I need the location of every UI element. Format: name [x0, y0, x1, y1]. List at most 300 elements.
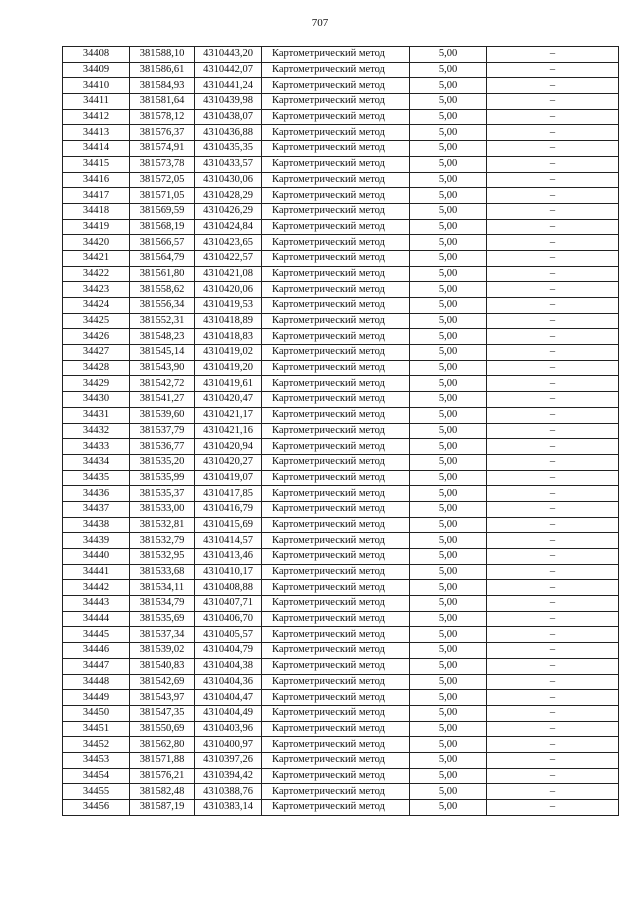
description-cell: – — [487, 721, 619, 737]
point-number-cell: 34434 — [63, 454, 130, 470]
accuracy-cell: 5,00 — [410, 721, 487, 737]
y-coordinate-cell: 4310406,70 — [195, 611, 262, 627]
accuracy-cell: 5,00 — [410, 501, 487, 517]
table-row — [63, 486, 619, 502]
x-coordinate-cell: 381532,79 — [130, 533, 195, 549]
y-coordinate-cell: 4310423,65 — [195, 235, 262, 251]
x-coordinate-cell: 381584,93 — [130, 78, 195, 94]
accuracy-cell: 5,00 — [410, 219, 487, 235]
accuracy-cell: 5,00 — [410, 690, 487, 706]
accuracy-cell: 5,00 — [410, 376, 487, 392]
x-coordinate-cell: 381537,79 — [130, 423, 195, 439]
point-number-cell: 34431 — [63, 407, 130, 423]
x-coordinate-cell: 381540,83 — [130, 658, 195, 674]
y-coordinate-cell: 4310419,61 — [195, 376, 262, 392]
method-cell: Картометрический метод — [262, 172, 410, 188]
method-cell: Картометрический метод — [262, 313, 410, 329]
method-cell: Картометрический метод — [262, 486, 410, 502]
description-cell: – — [487, 407, 619, 423]
page-number: 707 — [311, 17, 329, 29]
method-cell: Картометрический метод — [262, 141, 410, 157]
x-coordinate-cell: 381535,20 — [130, 454, 195, 470]
x-coordinate-cell: 381543,90 — [130, 360, 195, 376]
x-coordinate-cell: 381586,61 — [130, 62, 195, 78]
method-cell: Картометрический метод — [262, 125, 410, 141]
table-row — [63, 470, 619, 486]
table-row — [63, 266, 619, 282]
description-cell: – — [487, 109, 619, 125]
accuracy-cell: 5,00 — [410, 737, 487, 753]
point-number-cell: 34432 — [63, 423, 130, 439]
method-cell: Картометрический метод — [262, 219, 410, 235]
y-coordinate-cell: 4310403,96 — [195, 721, 262, 737]
point-number-cell: 34435 — [63, 470, 130, 486]
point-number-cell: 34411 — [63, 94, 130, 110]
accuracy-cell: 5,00 — [410, 266, 487, 282]
description-cell: – — [487, 282, 619, 298]
y-coordinate-cell: 4310438,07 — [195, 109, 262, 125]
point-number-cell: 34415 — [63, 156, 130, 172]
y-coordinate-cell: 4310430,06 — [195, 172, 262, 188]
point-number-cell: 34412 — [63, 109, 130, 125]
method-cell: Картометрический метод — [262, 768, 410, 784]
y-coordinate-cell: 4310422,57 — [195, 250, 262, 266]
accuracy-cell: 5,00 — [410, 313, 487, 329]
method-cell: Картометрический метод — [262, 470, 410, 486]
accuracy-cell: 5,00 — [410, 250, 487, 266]
description-cell: – — [487, 737, 619, 753]
table-row — [63, 282, 619, 298]
accuracy-cell: 5,00 — [410, 282, 487, 298]
method-cell: Картометрический метод — [262, 109, 410, 125]
method-cell: Картометрический метод — [262, 392, 410, 408]
x-coordinate-cell: 381548,23 — [130, 329, 195, 345]
table-row — [63, 78, 619, 94]
description-cell: – — [487, 674, 619, 690]
point-number-cell: 34413 — [63, 125, 130, 141]
table-row — [63, 376, 619, 392]
point-number-cell: 34454 — [63, 768, 130, 784]
x-coordinate-cell: 381545,14 — [130, 345, 195, 361]
accuracy-cell: 5,00 — [410, 156, 487, 172]
description-cell: – — [487, 596, 619, 612]
accuracy-cell: 5,00 — [410, 298, 487, 314]
description-cell: – — [487, 47, 619, 63]
accuracy-cell: 5,00 — [410, 784, 487, 800]
x-coordinate-cell: 381587,19 — [130, 800, 195, 816]
x-coordinate-cell: 381539,02 — [130, 643, 195, 659]
point-number-cell: 34451 — [63, 721, 130, 737]
x-coordinate-cell: 381541,27 — [130, 392, 195, 408]
method-cell: Картометрический метод — [262, 705, 410, 721]
y-coordinate-cell: 4310420,27 — [195, 454, 262, 470]
description-cell: – — [487, 627, 619, 643]
table-row — [63, 533, 619, 549]
x-coordinate-cell: 381576,21 — [130, 768, 195, 784]
x-coordinate-cell: 381552,31 — [130, 313, 195, 329]
accuracy-cell: 5,00 — [410, 611, 487, 627]
accuracy-cell: 5,00 — [410, 125, 487, 141]
x-coordinate-cell: 381574,91 — [130, 141, 195, 157]
method-cell: Картометрический метод — [262, 454, 410, 470]
point-number-cell: 34456 — [63, 800, 130, 816]
x-coordinate-cell: 381542,72 — [130, 376, 195, 392]
table-row — [63, 721, 619, 737]
method-cell: Картометрический метод — [262, 517, 410, 533]
y-coordinate-cell: 4310408,88 — [195, 580, 262, 596]
description-cell: – — [487, 454, 619, 470]
y-coordinate-cell: 4310420,47 — [195, 392, 262, 408]
y-coordinate-cell: 4310421,16 — [195, 423, 262, 439]
y-coordinate-cell: 4310436,88 — [195, 125, 262, 141]
y-coordinate-cell: 4310388,76 — [195, 784, 262, 800]
x-coordinate-cell: 381535,37 — [130, 486, 195, 502]
accuracy-cell: 5,00 — [410, 470, 487, 486]
method-cell: Картометрический метод — [262, 596, 410, 612]
table-row — [63, 407, 619, 423]
x-coordinate-cell: 381539,60 — [130, 407, 195, 423]
y-coordinate-cell: 4310413,46 — [195, 549, 262, 565]
table-row — [63, 313, 619, 329]
accuracy-cell: 5,00 — [410, 768, 487, 784]
x-coordinate-cell: 381581,64 — [130, 94, 195, 110]
point-number-cell: 34442 — [63, 580, 130, 596]
x-coordinate-cell: 381537,34 — [130, 627, 195, 643]
table-row — [63, 392, 619, 408]
table-row — [63, 627, 619, 643]
table-row — [63, 800, 619, 816]
table-row — [63, 250, 619, 266]
y-coordinate-cell: 4310405,57 — [195, 627, 262, 643]
description-cell: – — [487, 203, 619, 219]
point-number-cell: 34421 — [63, 250, 130, 266]
y-coordinate-cell: 4310419,02 — [195, 345, 262, 361]
y-coordinate-cell: 4310428,29 — [195, 188, 262, 204]
y-coordinate-cell: 4310421,17 — [195, 407, 262, 423]
table-row — [63, 188, 619, 204]
point-number-cell: 34450 — [63, 705, 130, 721]
description-cell: – — [487, 549, 619, 565]
table-row — [63, 62, 619, 78]
method-cell: Картометрический метод — [262, 439, 410, 455]
y-coordinate-cell: 4310418,89 — [195, 313, 262, 329]
method-cell: Картометрический метод — [262, 235, 410, 251]
table-row — [63, 109, 619, 125]
y-coordinate-cell: 4310417,85 — [195, 486, 262, 502]
description-cell: – — [487, 470, 619, 486]
point-number-cell: 34409 — [63, 62, 130, 78]
y-coordinate-cell: 4310441,24 — [195, 78, 262, 94]
point-number-cell: 34455 — [63, 784, 130, 800]
accuracy-cell: 5,00 — [410, 329, 487, 345]
method-cell: Картометрический метод — [262, 345, 410, 361]
x-coordinate-cell: 381542,69 — [130, 674, 195, 690]
x-coordinate-cell: 381571,05 — [130, 188, 195, 204]
y-coordinate-cell: 4310404,49 — [195, 705, 262, 721]
description-cell: – — [487, 784, 619, 800]
method-cell: Картометрический метод — [262, 690, 410, 706]
x-coordinate-cell: 381568,19 — [130, 219, 195, 235]
x-coordinate-cell: 381569,59 — [130, 203, 195, 219]
x-coordinate-cell: 381562,80 — [130, 737, 195, 753]
method-cell: Картометрический метод — [262, 501, 410, 517]
description-cell: – — [487, 658, 619, 674]
point-number-cell: 34436 — [63, 486, 130, 502]
method-cell: Картометрический метод — [262, 721, 410, 737]
accuracy-cell: 5,00 — [410, 517, 487, 533]
table-row — [63, 690, 619, 706]
accuracy-cell: 5,00 — [410, 203, 487, 219]
point-number-cell: 34416 — [63, 172, 130, 188]
description-cell: – — [487, 376, 619, 392]
description-cell: – — [487, 219, 619, 235]
y-coordinate-cell: 4310419,20 — [195, 360, 262, 376]
table-row — [63, 596, 619, 612]
method-cell: Картометрический метод — [262, 423, 410, 439]
description-cell: – — [487, 78, 619, 94]
x-coordinate-cell: 381547,35 — [130, 705, 195, 721]
accuracy-cell: 5,00 — [410, 658, 487, 674]
accuracy-cell: 5,00 — [410, 643, 487, 659]
accuracy-cell: 5,00 — [410, 705, 487, 721]
accuracy-cell: 5,00 — [410, 486, 487, 502]
point-number-cell: 34445 — [63, 627, 130, 643]
description-cell: – — [487, 423, 619, 439]
description-cell: – — [487, 298, 619, 314]
x-coordinate-cell: 381534,11 — [130, 580, 195, 596]
description-cell: – — [487, 345, 619, 361]
y-coordinate-cell: 4310435,35 — [195, 141, 262, 157]
accuracy-cell: 5,00 — [410, 549, 487, 565]
accuracy-cell: 5,00 — [410, 78, 487, 94]
method-cell: Картометрический метод — [262, 298, 410, 314]
x-coordinate-cell: 381566,57 — [130, 235, 195, 251]
point-number-cell: 34420 — [63, 235, 130, 251]
table-row — [63, 219, 619, 235]
accuracy-cell: 5,00 — [410, 800, 487, 816]
y-coordinate-cell: 4310383,14 — [195, 800, 262, 816]
point-number-cell: 34440 — [63, 549, 130, 565]
table-row — [63, 94, 619, 110]
y-coordinate-cell: 4310414,57 — [195, 533, 262, 549]
x-coordinate-cell: 381534,79 — [130, 596, 195, 612]
x-coordinate-cell: 381532,95 — [130, 549, 195, 565]
description-cell: – — [487, 439, 619, 455]
y-coordinate-cell: 4310416,79 — [195, 501, 262, 517]
method-cell: Картометрический метод — [262, 156, 410, 172]
method-cell: Картометрический метод — [262, 611, 410, 627]
accuracy-cell: 5,00 — [410, 360, 487, 376]
x-coordinate-cell: 381550,69 — [130, 721, 195, 737]
y-coordinate-cell: 4310418,83 — [195, 329, 262, 345]
y-coordinate-cell: 4310419,07 — [195, 470, 262, 486]
method-cell: Картометрический метод — [262, 752, 410, 768]
point-number-cell: 34425 — [63, 313, 130, 329]
x-coordinate-cell: 381561,80 — [130, 266, 195, 282]
table-row — [63, 564, 619, 580]
description-cell: – — [487, 313, 619, 329]
table-row — [63, 643, 619, 659]
point-number-cell: 34414 — [63, 141, 130, 157]
description-cell: – — [487, 172, 619, 188]
accuracy-cell: 5,00 — [410, 172, 487, 188]
description-cell: – — [487, 768, 619, 784]
method-cell: Картометрический метод — [262, 674, 410, 690]
y-coordinate-cell: 4310404,36 — [195, 674, 262, 690]
table-row — [63, 517, 619, 533]
method-cell: Картометрический метод — [262, 266, 410, 282]
method-cell: Картометрический метод — [262, 533, 410, 549]
accuracy-cell: 5,00 — [410, 439, 487, 455]
x-coordinate-cell: 381588,10 — [130, 47, 195, 63]
point-number-cell: 34408 — [63, 47, 130, 63]
description-cell: – — [487, 235, 619, 251]
accuracy-cell: 5,00 — [410, 392, 487, 408]
accuracy-cell: 5,00 — [410, 345, 487, 361]
description-cell: – — [487, 705, 619, 721]
accuracy-cell: 5,00 — [410, 627, 487, 643]
point-number-cell: 34452 — [63, 737, 130, 753]
method-cell: Картометрический метод — [262, 658, 410, 674]
table-row — [63, 674, 619, 690]
y-coordinate-cell: 4310420,06 — [195, 282, 262, 298]
method-cell: Картометрический метод — [262, 580, 410, 596]
accuracy-cell: 5,00 — [410, 235, 487, 251]
description-cell: – — [487, 188, 619, 204]
accuracy-cell: 5,00 — [410, 141, 487, 157]
x-coordinate-cell: 381558,62 — [130, 282, 195, 298]
method-cell: Картометрический метод — [262, 376, 410, 392]
table-row — [63, 768, 619, 784]
point-number-cell: 34427 — [63, 345, 130, 361]
table-row — [63, 658, 619, 674]
description-cell: – — [487, 752, 619, 768]
point-number-cell: 34424 — [63, 298, 130, 314]
point-number-cell: 34441 — [63, 564, 130, 580]
point-number-cell: 34417 — [63, 188, 130, 204]
description-cell: – — [487, 517, 619, 533]
description-cell: – — [487, 690, 619, 706]
point-number-cell: 34446 — [63, 643, 130, 659]
y-coordinate-cell: 4310442,07 — [195, 62, 262, 78]
point-number-cell: 34410 — [63, 78, 130, 94]
x-coordinate-cell: 381576,37 — [130, 125, 195, 141]
description-cell: – — [487, 125, 619, 141]
table-row — [63, 549, 619, 565]
table-row — [63, 784, 619, 800]
y-coordinate-cell: 4310404,79 — [195, 643, 262, 659]
y-coordinate-cell: 4310415,69 — [195, 517, 262, 533]
table-row — [63, 454, 619, 470]
point-number-cell: 34433 — [63, 439, 130, 455]
point-number-cell: 34428 — [63, 360, 130, 376]
x-coordinate-cell: 381578,12 — [130, 109, 195, 125]
x-coordinate-cell: 381532,81 — [130, 517, 195, 533]
description-cell: – — [487, 329, 619, 345]
y-coordinate-cell: 4310443,20 — [195, 47, 262, 63]
y-coordinate-cell: 4310419,53 — [195, 298, 262, 314]
accuracy-cell: 5,00 — [410, 564, 487, 580]
method-cell: Картометрический метод — [262, 94, 410, 110]
point-number-cell: 34419 — [63, 219, 130, 235]
description-cell: – — [487, 266, 619, 282]
y-coordinate-cell: 4310407,71 — [195, 596, 262, 612]
description-cell: – — [487, 392, 619, 408]
method-cell: Картометрический метод — [262, 737, 410, 753]
table-row — [63, 345, 619, 361]
x-coordinate-cell: 381564,79 — [130, 250, 195, 266]
x-coordinate-cell: 381535,99 — [130, 470, 195, 486]
table-row — [63, 580, 619, 596]
table-row — [63, 47, 619, 63]
x-coordinate-cell: 381533,00 — [130, 501, 195, 517]
accuracy-cell: 5,00 — [410, 188, 487, 204]
point-number-cell: 34453 — [63, 752, 130, 768]
y-coordinate-cell: 4310404,47 — [195, 690, 262, 706]
description-cell: – — [487, 250, 619, 266]
description-cell: – — [487, 611, 619, 627]
point-number-cell: 34418 — [63, 203, 130, 219]
x-coordinate-cell: 381533,68 — [130, 564, 195, 580]
description-cell: – — [487, 580, 619, 596]
point-number-cell: 34429 — [63, 376, 130, 392]
point-number-cell: 34444 — [63, 611, 130, 627]
accuracy-cell: 5,00 — [410, 752, 487, 768]
method-cell: Картометрический метод — [262, 784, 410, 800]
y-coordinate-cell: 4310426,29 — [195, 203, 262, 219]
table-row — [63, 298, 619, 314]
method-cell: Картометрический метод — [262, 360, 410, 376]
table-row — [63, 156, 619, 172]
y-coordinate-cell: 4310433,57 — [195, 156, 262, 172]
table-body — [63, 47, 619, 816]
point-number-cell: 34448 — [63, 674, 130, 690]
x-coordinate-cell: 381573,78 — [130, 156, 195, 172]
description-cell: – — [487, 486, 619, 502]
y-coordinate-cell: 4310420,94 — [195, 439, 262, 455]
accuracy-cell: 5,00 — [410, 423, 487, 439]
method-cell: Картометрический метод — [262, 329, 410, 345]
y-coordinate-cell: 4310404,38 — [195, 658, 262, 674]
method-cell: Картометрический метод — [262, 407, 410, 423]
method-cell: Картометрический метод — [262, 549, 410, 565]
accuracy-cell: 5,00 — [410, 407, 487, 423]
x-coordinate-cell: 381571,88 — [130, 752, 195, 768]
point-number-cell: 34426 — [63, 329, 130, 345]
description-cell: – — [487, 94, 619, 110]
method-cell: Картометрический метод — [262, 282, 410, 298]
point-number-cell: 34443 — [63, 596, 130, 612]
y-coordinate-cell: 4310410,17 — [195, 564, 262, 580]
y-coordinate-cell: 4310394,42 — [195, 768, 262, 784]
method-cell: Картометрический метод — [262, 627, 410, 643]
x-coordinate-cell: 381582,48 — [130, 784, 195, 800]
description-cell: – — [487, 156, 619, 172]
description-cell: – — [487, 501, 619, 517]
description-cell: – — [487, 564, 619, 580]
description-cell: – — [487, 141, 619, 157]
accuracy-cell: 5,00 — [410, 109, 487, 125]
y-coordinate-cell: 4310400,97 — [195, 737, 262, 753]
method-cell: Картометрический метод — [262, 62, 410, 78]
y-coordinate-cell: 4310439,98 — [195, 94, 262, 110]
method-cell: Картометрический метод — [262, 250, 410, 266]
table-row — [63, 611, 619, 627]
accuracy-cell: 5,00 — [410, 533, 487, 549]
coordinates-table — [62, 46, 619, 816]
accuracy-cell: 5,00 — [410, 580, 487, 596]
description-cell: – — [487, 360, 619, 376]
